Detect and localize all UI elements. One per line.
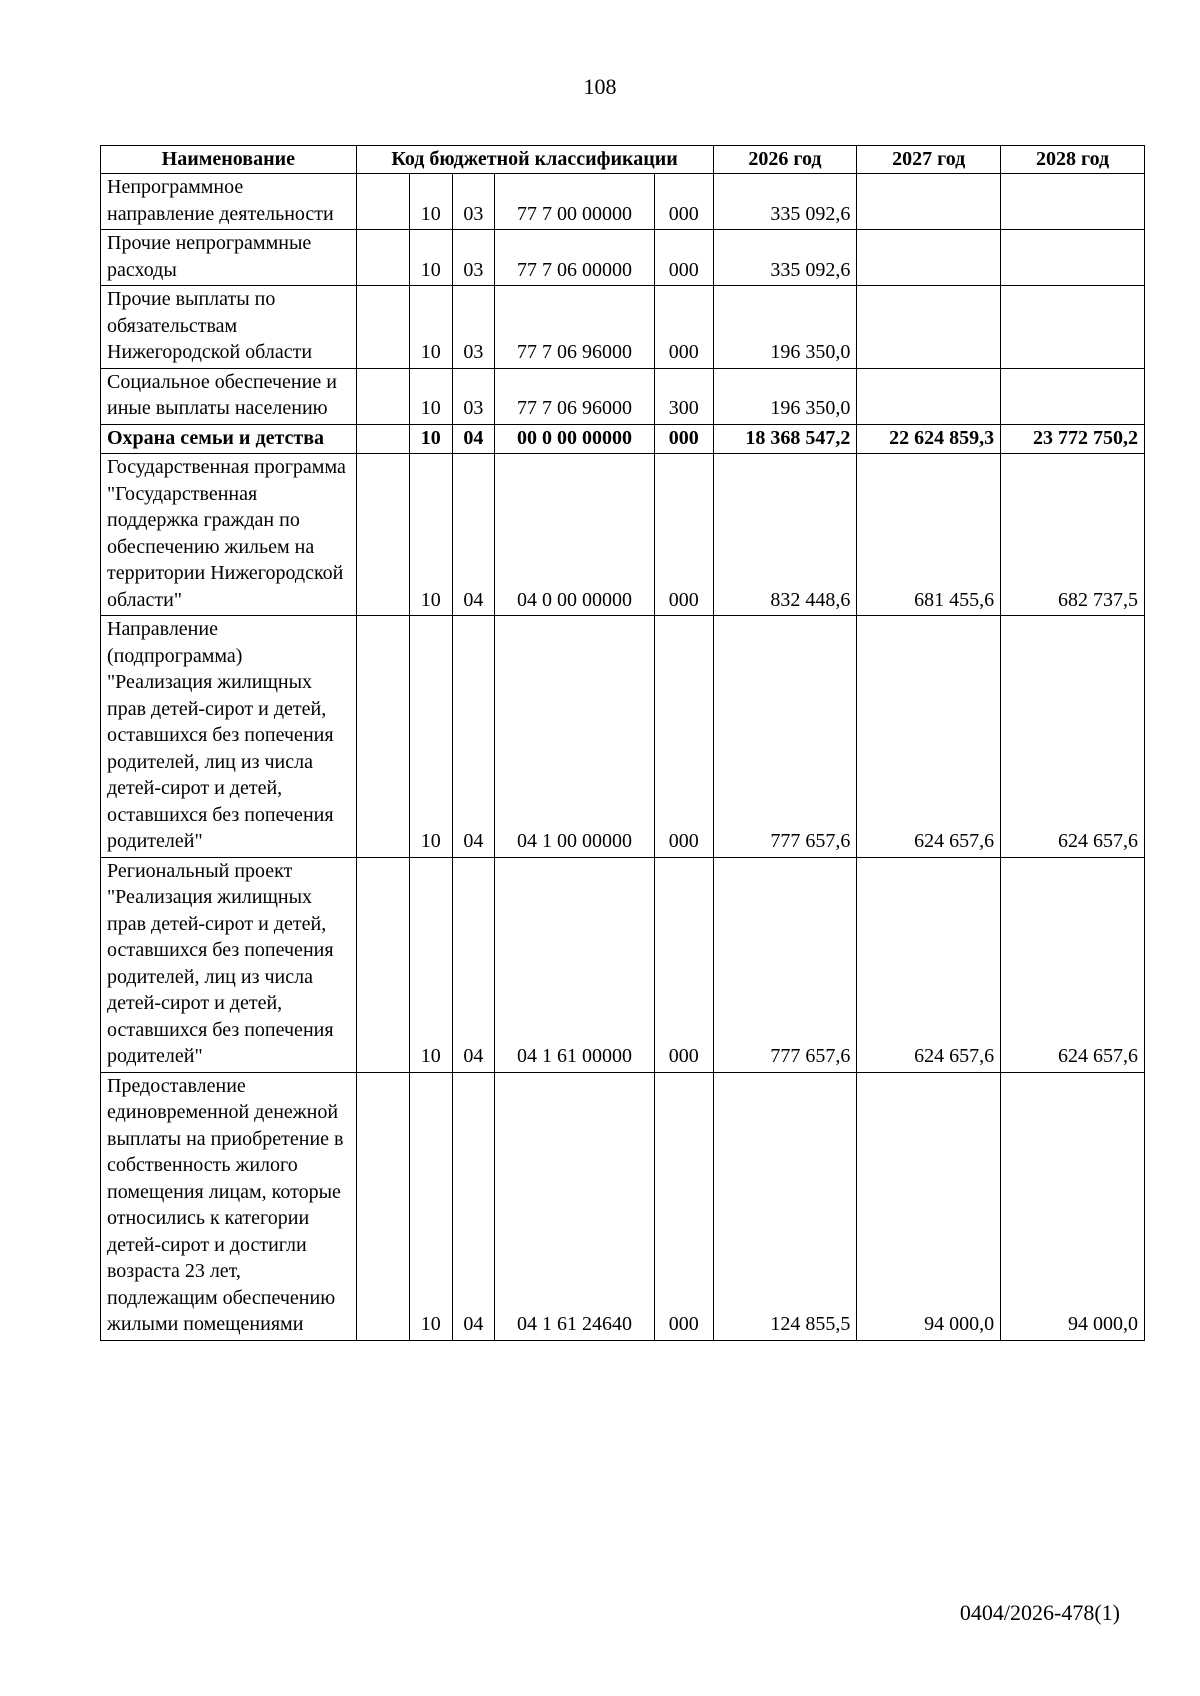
code-subsection: 04 <box>452 616 495 858</box>
value-2026: 832 448,6 <box>713 454 857 616</box>
value-2027: 624 657,6 <box>857 616 1001 858</box>
code-empty-cell <box>356 1072 409 1340</box>
code-expense-type: 000 <box>654 857 713 1072</box>
code-target-article: 04 0 00 00000 <box>495 454 655 616</box>
value-2026: 124 855,5 <box>713 1072 857 1340</box>
code-empty-cell <box>356 857 409 1072</box>
code-expense-type: 300 <box>654 368 713 424</box>
code-empty-cell <box>356 616 409 858</box>
code-expense-type: 000 <box>654 286 713 369</box>
row-name: Прочие выплаты по обязательствам Нижегородской области <box>101 286 357 369</box>
table-row <box>101 286 1145 369</box>
table-row <box>101 1072 1145 1340</box>
budget-table <box>100 145 1145 1341</box>
value-2026: 335 092,6 <box>713 230 857 286</box>
code-section: 10 <box>409 454 452 616</box>
value-2026: 777 657,6 <box>713 616 857 858</box>
value-2027: 22 624 859,3 <box>857 424 1001 454</box>
table-body <box>101 174 1145 1341</box>
code-target-article: 77 7 06 96000 <box>495 286 655 369</box>
code-expense-type: 000 <box>654 1072 713 1340</box>
value-2028 <box>1001 286 1145 369</box>
code-expense-type: 000 <box>654 424 713 454</box>
code-target-article: 77 7 00 00000 <box>495 174 655 230</box>
code-subsection: 03 <box>452 286 495 369</box>
document-code: 0404/2026-478(1) <box>959 1600 1120 1625</box>
value-2028: 624 657,6 <box>1001 616 1145 858</box>
value-2028: 682 737,5 <box>1001 454 1145 616</box>
value-2026: 196 350,0 <box>713 368 857 424</box>
code-empty-cell <box>356 174 409 230</box>
code-subsection: 03 <box>452 368 495 424</box>
code-target-article: 04 1 61 24640 <box>495 1072 655 1340</box>
row-name: Охрана семьи и детства <box>101 424 357 454</box>
table-row <box>101 424 1145 454</box>
value-2026: 335 092,6 <box>713 174 857 230</box>
value-2028: 94 000,0 <box>1001 1072 1145 1340</box>
table-row <box>101 174 1145 230</box>
code-target-article: 04 1 61 00000 <box>495 857 655 1072</box>
value-2027 <box>857 230 1001 286</box>
value-2028: 23 772 750,2 <box>1001 424 1145 454</box>
row-name: Прочие непрограммные расходы <box>101 230 357 286</box>
table-row <box>101 857 1145 1072</box>
header-2027: 2027 год <box>857 146 1001 174</box>
code-subsection: 03 <box>452 174 495 230</box>
code-empty-cell <box>356 230 409 286</box>
code-section: 10 <box>409 286 452 369</box>
row-name: Непрограммное направление деятельности <box>101 174 357 230</box>
table-row <box>101 616 1145 858</box>
header-name: Наименование <box>101 146 357 174</box>
value-2028 <box>1001 174 1145 230</box>
table-row <box>101 230 1145 286</box>
code-section: 10 <box>409 368 452 424</box>
code-expense-type: 000 <box>654 174 713 230</box>
row-name: Социальное обеспечение и иные выплаты населению <box>101 368 357 424</box>
code-target-article: 77 7 06 00000 <box>495 230 655 286</box>
value-2027 <box>857 174 1001 230</box>
code-section: 10 <box>409 230 452 286</box>
value-2027: 681 455,6 <box>857 454 1001 616</box>
code-subsection: 04 <box>452 857 495 1072</box>
header-2026: 2026 год <box>713 146 857 174</box>
value-2027: 624 657,6 <box>857 857 1001 1072</box>
value-2027: 94 000,0 <box>857 1072 1001 1340</box>
value-2026: 18 368 547,2 <box>713 424 857 454</box>
code-target-article: 00 0 00 00000 <box>495 424 655 454</box>
value-2027 <box>857 286 1001 369</box>
page-number: 108 <box>583 74 617 99</box>
code-section: 10 <box>409 174 452 230</box>
code-target-article: 77 7 06 96000 <box>495 368 655 424</box>
code-subsection: 04 <box>452 1072 495 1340</box>
code-expense-type: 000 <box>654 616 713 858</box>
row-name: Предоставление единовременной денежной выплаты на приобретение в собственность жилого помещения лицам, которые относились к категории детей-сирот и достигли возраста 23 лет, подлежащим обеспечению жилыми помещениями <box>101 1072 357 1340</box>
code-empty-cell <box>356 454 409 616</box>
value-2028 <box>1001 230 1145 286</box>
code-empty-cell <box>356 424 409 454</box>
code-section: 10 <box>409 424 452 454</box>
row-name: Государственная программа "Государственная поддержка граждан по обеспечению жильем на территории Нижегородской области" <box>101 454 357 616</box>
code-expense-type: 000 <box>654 454 713 616</box>
table-row <box>101 454 1145 616</box>
row-name: Направление (подпрограмма) "Реализация жилищных прав детей-сирот и детей, оставшихся без попечения родителей, лиц из числа детей-сирот и детей, оставшихся без попечения родителей" <box>101 616 357 858</box>
value-2027 <box>857 368 1001 424</box>
table-header-row <box>101 146 1145 174</box>
code-subsection: 03 <box>452 230 495 286</box>
header-2028: 2028 год <box>1001 146 1145 174</box>
code-expense-type: 000 <box>654 230 713 286</box>
code-target-article: 04 1 00 00000 <box>495 616 655 858</box>
value-2026: 196 350,0 <box>713 286 857 369</box>
code-subsection: 04 <box>452 454 495 616</box>
value-2028: 624 657,6 <box>1001 857 1145 1072</box>
code-empty-cell <box>356 286 409 369</box>
code-section: 10 <box>409 1072 452 1340</box>
code-subsection: 04 <box>452 424 495 454</box>
value-2028 <box>1001 368 1145 424</box>
value-2026: 777 657,6 <box>713 857 857 1072</box>
code-empty-cell <box>356 368 409 424</box>
header-code: Код бюджетной классификации <box>356 146 713 174</box>
row-name: Региональный проект "Реализация жилищных прав детей-сирот и детей, оставшихся без попечения родителей, лиц из числа детей-сирот и детей, оставшихся без попечения родителей" <box>101 857 357 1072</box>
code-section: 10 <box>409 857 452 1072</box>
code-section: 10 <box>409 616 452 858</box>
table-row <box>101 368 1145 424</box>
